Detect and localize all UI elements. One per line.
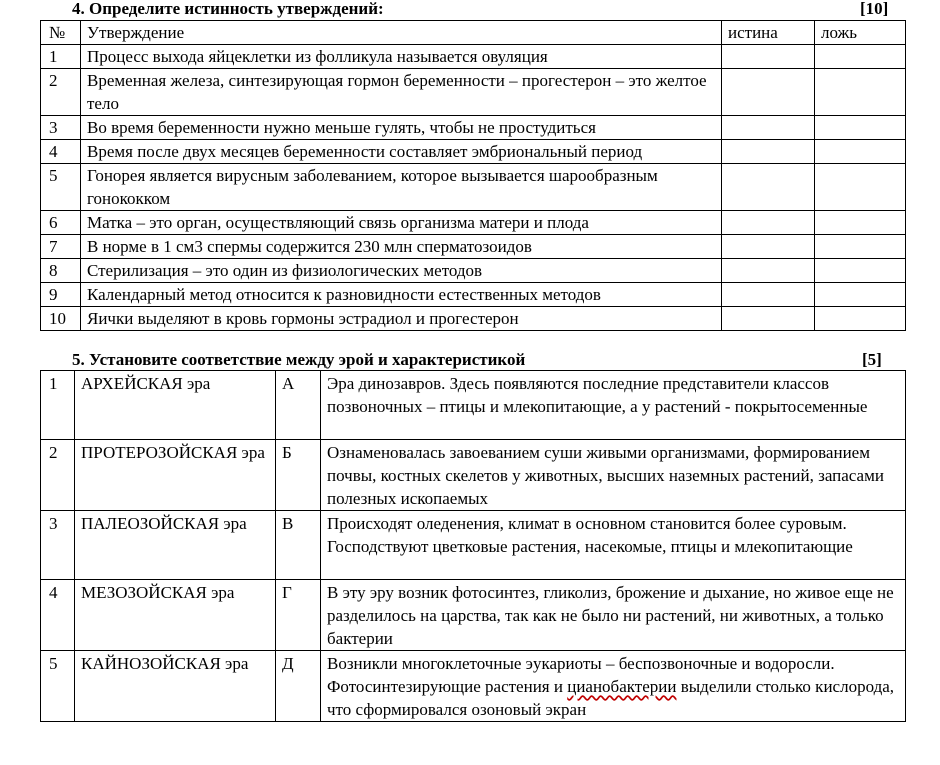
task4-points: [10] <box>860 0 889 18</box>
true-answer-cell[interactable] <box>722 283 815 307</box>
task4-title: 4. Определите истинность утверждений: <box>72 0 384 18</box>
table-row <box>41 307 906 331</box>
row-number: 4 <box>41 580 75 651</box>
table-row <box>41 511 906 580</box>
table-row <box>41 580 906 651</box>
false-answer-cell[interactable] <box>815 45 906 69</box>
task5-title: 5. Установите соответствие между эрой и характеристикой <box>72 350 526 369</box>
option-letter: В <box>276 511 321 580</box>
true-answer-cell[interactable] <box>722 235 815 259</box>
statement-text: Матка – это орган, осуществляющий связь организма матери и плода <box>81 211 722 235</box>
row-number: 5 <box>41 164 81 211</box>
table-row <box>41 211 906 235</box>
row-number: 1 <box>41 45 81 69</box>
era-name: АРХЕЙСКАЯ эра <box>75 371 276 440</box>
row-number: 4 <box>41 140 81 164</box>
row-number: 2 <box>41 69 81 116</box>
row-number: 9 <box>41 283 81 307</box>
table-row <box>41 140 906 164</box>
true-answer-cell[interactable] <box>722 211 815 235</box>
option-letter: Д <box>276 651 321 722</box>
table-row <box>41 45 906 69</box>
header-false: ложь <box>815 21 906 45</box>
row-number: 3 <box>41 511 75 580</box>
false-answer-cell[interactable] <box>815 140 906 164</box>
false-answer-cell[interactable] <box>815 283 906 307</box>
era-table <box>40 370 906 722</box>
statement-text: Временная железа, синтезирующая гормон беременности – прогестерон – это желтое тело <box>81 69 722 116</box>
table-row <box>41 164 906 211</box>
statement-text: Время после двух месяцев беременности составляет эмбриональный период <box>81 140 722 164</box>
false-answer-cell[interactable] <box>815 116 906 140</box>
table-row <box>41 235 906 259</box>
option-letter: А <box>276 371 321 440</box>
option-letter: Г <box>276 580 321 651</box>
option-letter: Б <box>276 440 321 511</box>
era-description: Происходят оледенения, климат в основном становится более суровым. Господствуют цветковые растения, насекомые, птицы и млекопитающие <box>321 511 906 580</box>
true-answer-cell[interactable] <box>722 116 815 140</box>
false-answer-cell[interactable] <box>815 164 906 211</box>
table-row <box>41 69 906 116</box>
row-number: 2 <box>41 440 75 511</box>
era-description: Эра динозавров. Здесь появляются последние представители классов позвоночных – птицы и млекопитающие, а у растений - покрытосеменные <box>321 371 906 440</box>
statement-text: Процесс выхода яйцеклетки из фолликула называется овуляция <box>81 45 722 69</box>
table-row <box>41 371 906 440</box>
row-number: 5 <box>41 651 75 722</box>
statement-text: Календарный метод относится к разновидности естественных методов <box>81 283 722 307</box>
false-answer-cell[interactable] <box>815 235 906 259</box>
false-answer-cell[interactable] <box>815 69 906 116</box>
table-row <box>41 651 906 722</box>
header-true: истина <box>722 21 815 45</box>
era-name: МЕЗОЗОЙСКАЯ эра <box>75 580 276 651</box>
era-description: Ознаменовалась завоеванием суши живыми организмами, формированием почвы, костных скелетов у животных, высших наземных растений, запасами полезных ископаемых <box>321 440 906 511</box>
era-description <box>321 651 906 722</box>
row-number: 8 <box>41 259 81 283</box>
era-name: ПАЛЕОЗОЙСКАЯ эра <box>75 511 276 580</box>
true-answer-cell[interactable] <box>722 259 815 283</box>
true-answer-cell[interactable] <box>722 45 815 69</box>
table-row <box>41 440 906 511</box>
table-row <box>41 116 906 140</box>
false-answer-cell[interactable] <box>815 211 906 235</box>
true-answer-cell[interactable] <box>722 69 815 116</box>
spellcheck-word: цианобактерии <box>567 677 677 696</box>
era-description: В эту эру возник фотосинтез, гликолиз, брожение и дыхание, но живое еще не разделилось на царства, так как не было ни растений, ни животных, а только бактерии <box>321 580 906 651</box>
true-answer-cell[interactable] <box>722 307 815 331</box>
table-row <box>41 259 906 283</box>
true-answer-cell[interactable] <box>722 140 815 164</box>
row-number: 6 <box>41 211 81 235</box>
statement-text: Во время беременности нужно меньше гулять, чтобы не простудиться <box>81 116 722 140</box>
era-name: ПРОТЕРОЗОЙСКАЯ эра <box>75 440 276 511</box>
statement-text: Яички выделяют в кровь гормоны эстрадиол и прогестерон <box>81 307 722 331</box>
description-text: Возникли многоклеточные эукариоты – беспозвоночные и водоросли. Фотосинтезирующие растения и <box>327 654 835 696</box>
row-number: 3 <box>41 116 81 140</box>
false-answer-cell[interactable] <box>815 259 906 283</box>
row-number: 1 <box>41 371 75 440</box>
table-header-row <box>41 21 906 45</box>
header-num: № <box>41 21 81 45</box>
statement-text: В норме в 1 см3 спермы содержится 230 млн сперматозоидов <box>81 235 722 259</box>
description-text: выделили столько кислорода, что сформировался озоновый экран <box>327 677 895 719</box>
truth-table <box>40 20 906 331</box>
table-row <box>41 283 906 307</box>
false-answer-cell[interactable] <box>815 307 906 331</box>
header-statement: Утверждение <box>81 21 722 45</box>
row-number: 7 <box>41 235 81 259</box>
era-name: КАЙНОЗОЙСКАЯ эра <box>75 651 276 722</box>
statement-text: Стерилизация – это один из физиологических методов <box>81 259 722 283</box>
row-number: 10 <box>41 307 81 331</box>
true-answer-cell[interactable] <box>722 164 815 211</box>
task5-points: [5] <box>862 350 882 369</box>
statement-text: Гонорея является вирусным заболеванием, которое вызывается шарообразным гонококком <box>81 164 722 211</box>
